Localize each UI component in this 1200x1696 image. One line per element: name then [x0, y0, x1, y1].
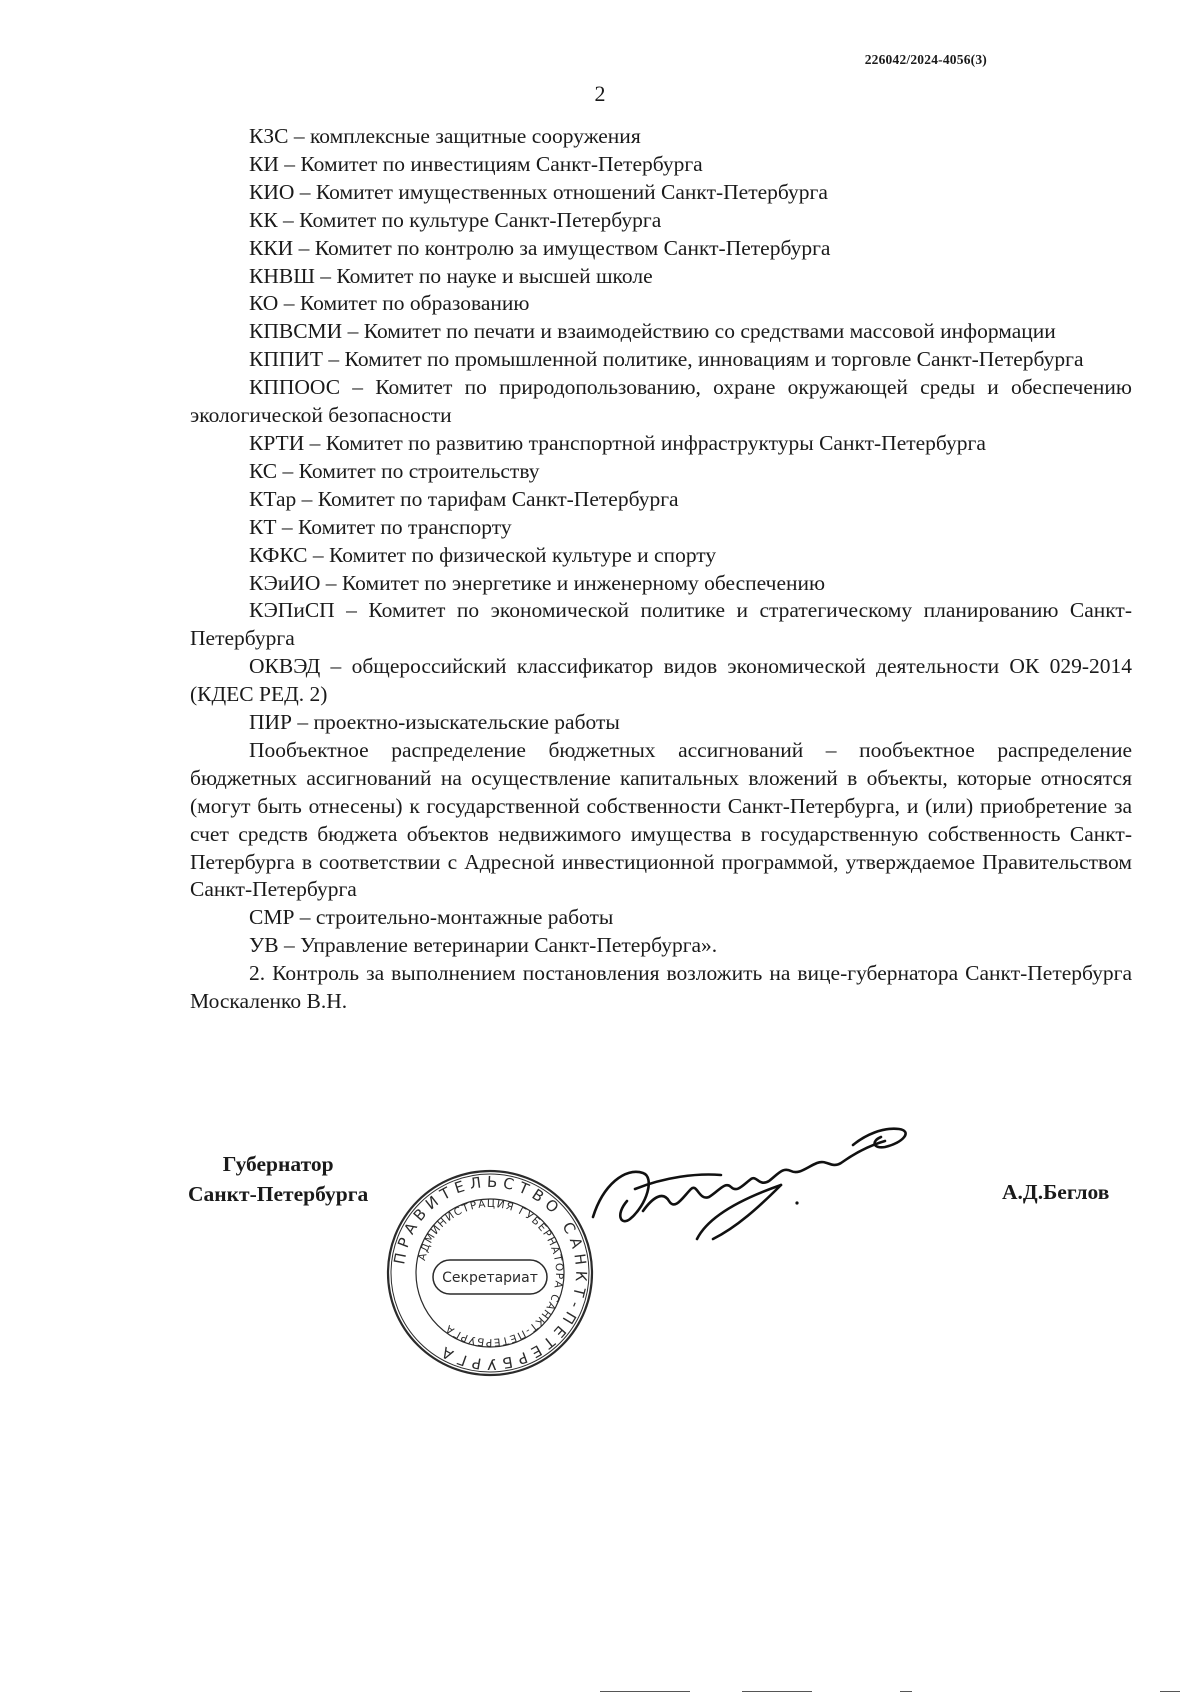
seal-inner-text: АДМИНИСТРАЦИЯ ГУБЕРНАТОРА САНКТ-ПЕТЕРБУРГА [416, 1197, 566, 1349]
document-body [190, 123, 1132, 1016]
seal-center-text: Секретариат [442, 1270, 538, 1286]
paragraph: КТар – Комитет по тарифам Санкт-Петербурга [249, 486, 679, 511]
paragraph: КИО – Комитет имущественных отношений Санкт-Петербурга [249, 179, 828, 204]
page-number: 2 [594, 81, 606, 106]
paragraph: КППООС – Комитет по природопользованию, охране окружающей среды и обеспечению экологической безопасности [190, 375, 1132, 428]
paragraph: КО – Комитет по образованию [249, 291, 530, 316]
paragraph: КТ – Комитет по транспорту [249, 514, 512, 539]
paragraph: КРТИ – Комитет по развитию транспортной инфраструктуры Санкт-Петербурга [249, 430, 986, 455]
paragraph: СМР – строительно-монтажные работы [249, 905, 614, 930]
document-number: 226042/2024-4056(3) [864, 52, 987, 67]
paragraph: ПИР – проектно-изыскательские работы [249, 710, 620, 735]
position-title: Губернатор [222, 1152, 334, 1176]
paragraph: КИ – Комитет по инвестициям Санкт-Петербурга [249, 151, 703, 176]
signatory-name: А.Д.Беглов [1002, 1180, 1110, 1204]
paragraph: Пообъектное распределение бюджетных ассигнований – пообъектное распределение бюджетных ассигнований на осуществление капитальных вложений в объекты, которые относятся (могут быть отнесены) к государственной собственности Санкт-Петербурга, и (или) приобретение за счет средств бюджета объектов недвижимого имущества в государственную собственность Санкт-Петербурга в соответствии с Адресной инвестиционной программой, утверждаемое Правительством Санкт-Петербурга [190, 737, 1132, 902]
paragraph: КК – Комитет по культуре Санкт-Петербурга [249, 207, 662, 232]
paragraph: КПВСМИ – Комитет по печати и взаимодействию со средствами массовой информации [249, 319, 1056, 344]
footer-line [1160, 1691, 1180, 1692]
paragraph: КФКС – Комитет по физической культуре и спорту [249, 542, 717, 567]
paragraph: КЭиИО – Комитет по энергетике и инженерному обеспечению [249, 570, 826, 595]
handwritten-signature [585, 1115, 935, 1245]
footer-line [900, 1691, 912, 1692]
signatory-position [188, 1149, 368, 1209]
paragraph: КС – Комитет по строительству [249, 458, 540, 483]
paragraph: КЗС – комплексные защитные сооружения [249, 124, 641, 148]
position-region: Санкт-Петербурга [188, 1182, 369, 1206]
paragraph: ОКВЭД – общероссийский классификатор видов экономической деятельности ОК 029-2014 (КДЕС РЕД. 2) [190, 654, 1132, 707]
footer-line [600, 1691, 690, 1692]
paragraph: КЭПиСП – Комитет по экономической политике и стратегическому планированию Санкт-Петербурга [190, 598, 1132, 651]
seal-outer-text: ПРАВИТЕЛЬСТВО САНКТ-ПЕТЕРБУРГА [390, 1172, 591, 1374]
official-seal [385, 1168, 595, 1378]
paragraph: ККИ – Комитет по контролю за имуществом Санкт-Петербурга [249, 235, 831, 260]
paragraph: КППИТ – Комитет по промышленной политике, инновациям и торговле Санкт-Петербурга [249, 347, 1084, 372]
paragraph: 2. Контроль за выполнением постановления возложить на вице-губернатора Санкт-Петербурга Москаленко В.Н. [190, 961, 1132, 1014]
paragraph: КНВШ – Комитет по науке и высшей школе [249, 263, 653, 288]
footer-line [742, 1691, 812, 1692]
paragraph: УВ – Управление ветеринарии Санкт-Петербурга». [249, 933, 718, 958]
